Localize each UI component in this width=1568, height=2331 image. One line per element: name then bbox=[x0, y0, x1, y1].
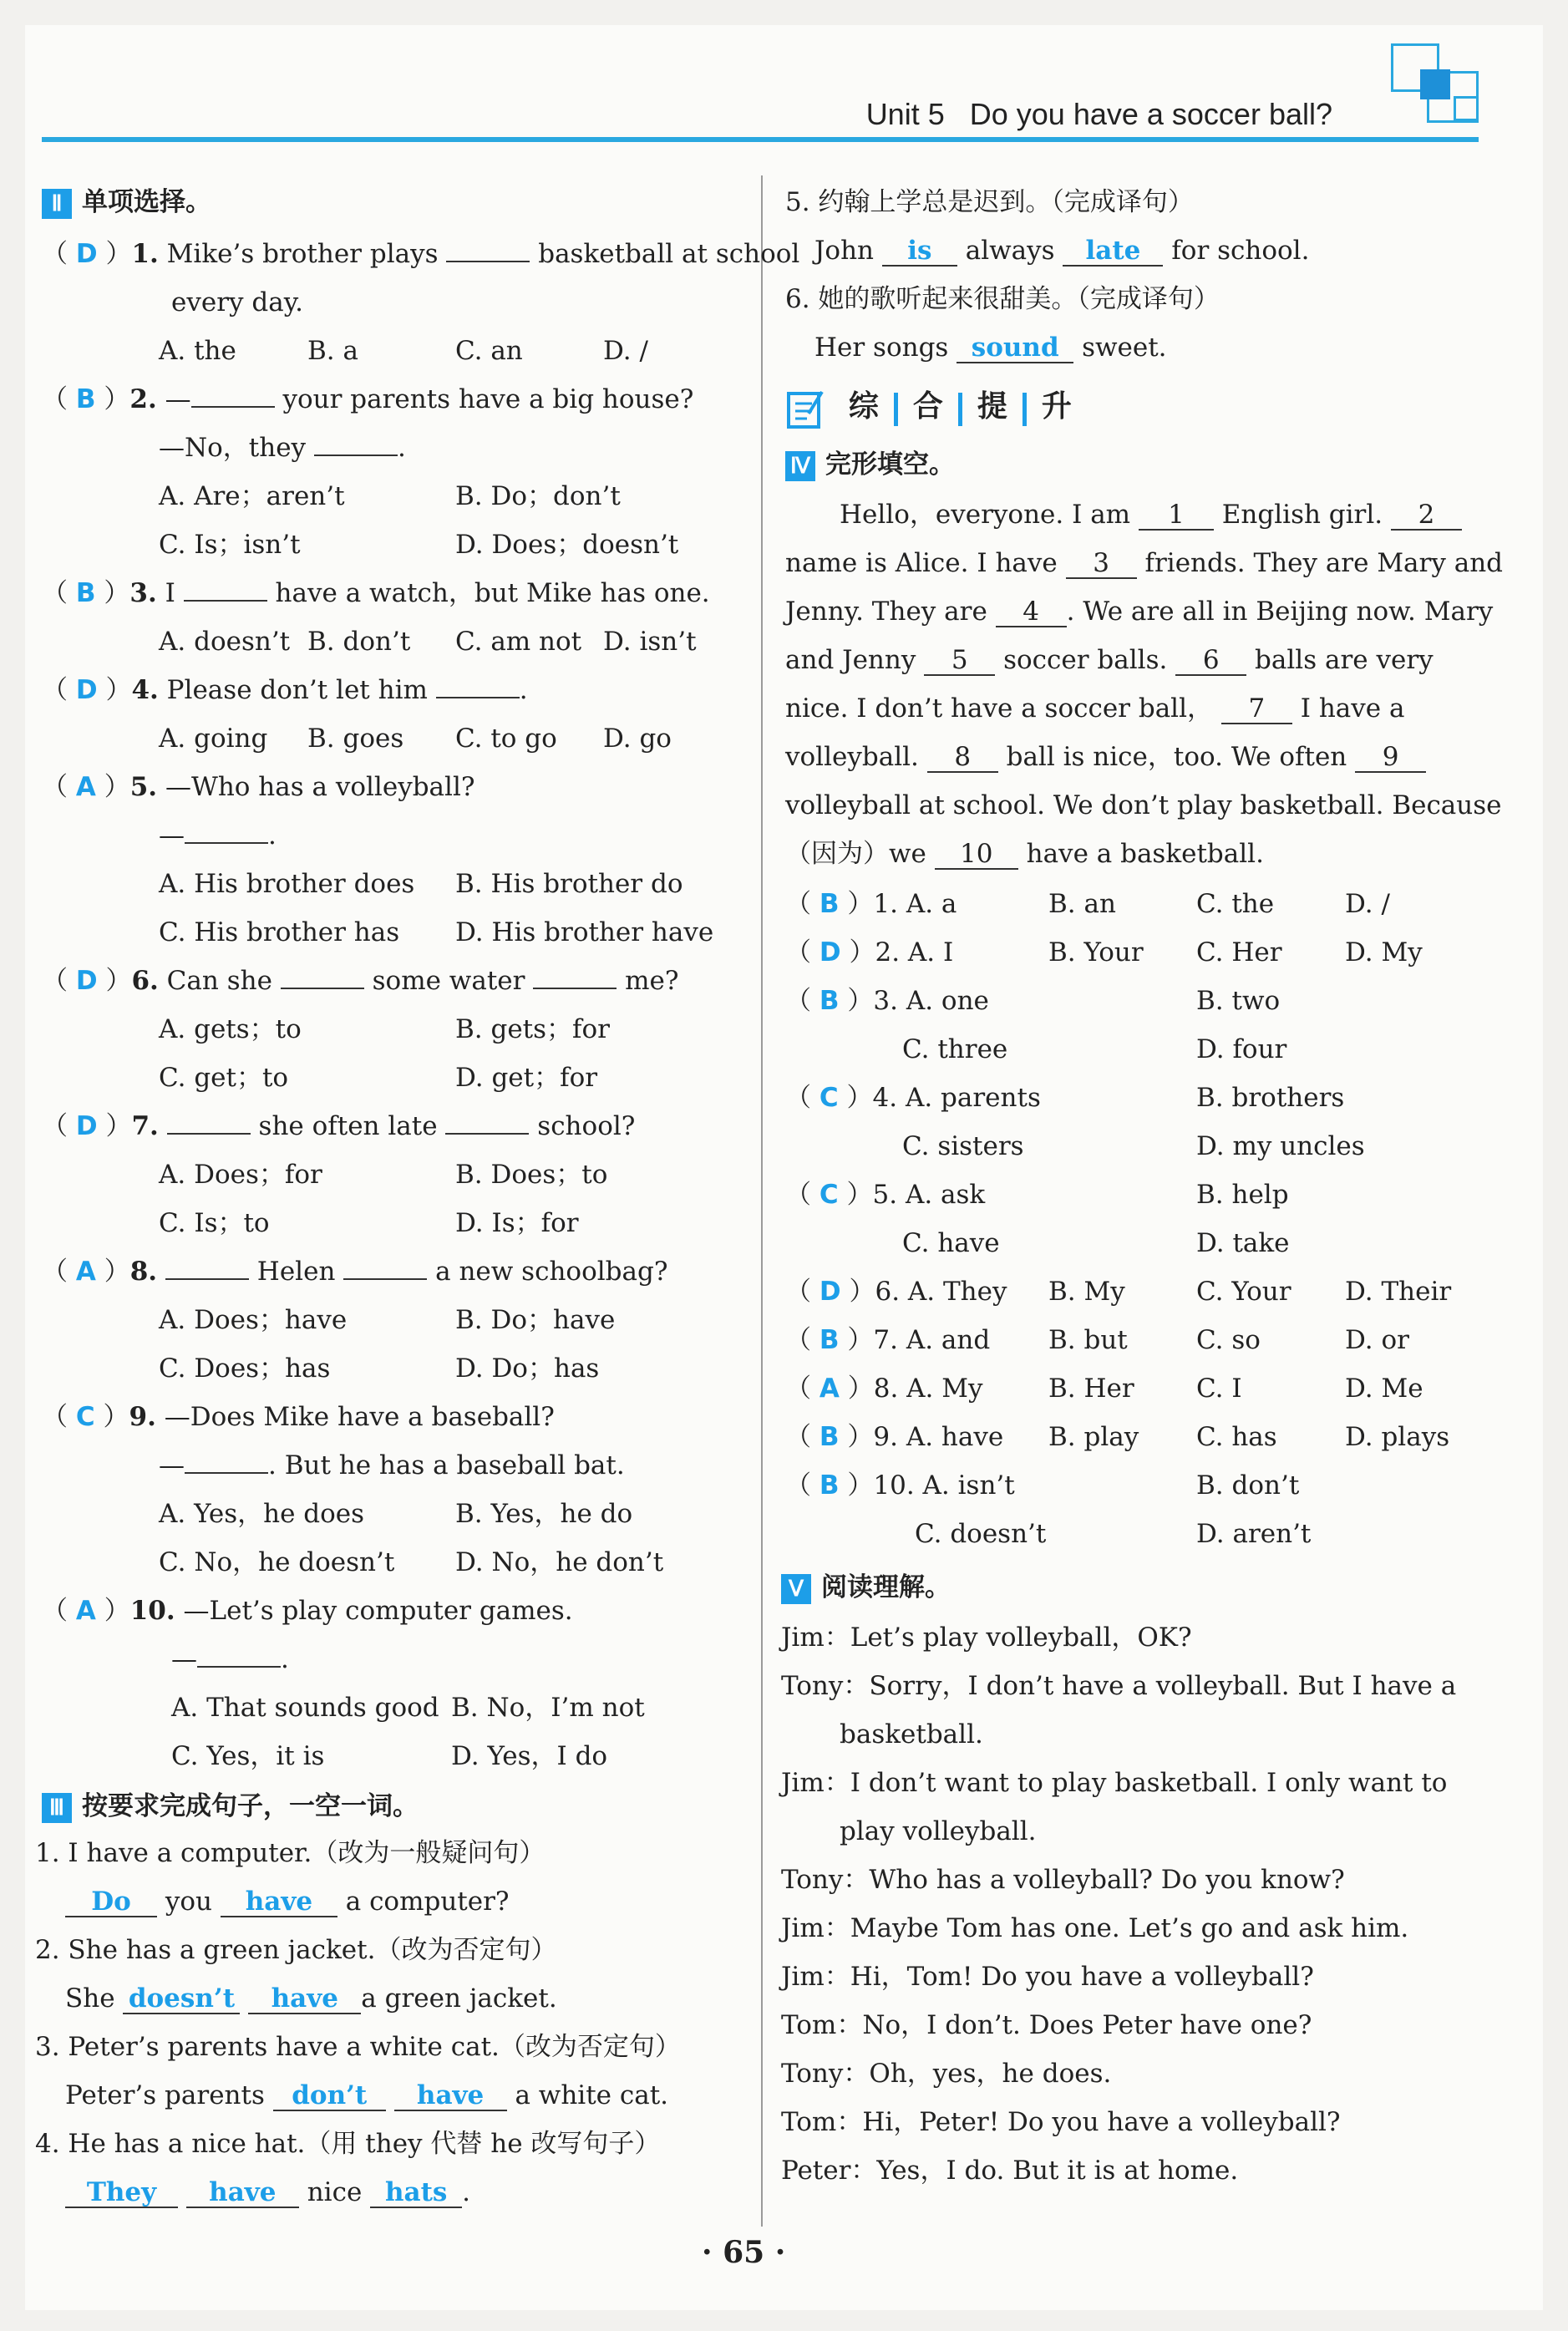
section-banner: 综 合 提 升 bbox=[785, 386, 1072, 430]
option: C. Is；isn’t bbox=[159, 530, 301, 560]
option: A. His brother does bbox=[159, 869, 415, 899]
dialogue-line: play volleyball. bbox=[840, 1816, 1037, 1846]
option: A. the bbox=[159, 336, 236, 366]
header-decoration bbox=[1420, 69, 1450, 99]
dialogue-line: Jim：Let’s play volleyball，OK? bbox=[781, 1623, 1192, 1653]
question-1: （ D ）1. Mike’s brother plays basketball at school bbox=[42, 239, 800, 269]
cloze-line-2: name is Alice. I have 3 friends. They are Mary and bbox=[785, 548, 1504, 578]
option: B. an bbox=[1048, 889, 1116, 919]
option: C. so bbox=[1196, 1325, 1261, 1355]
option: C. His brother has bbox=[159, 917, 400, 947]
dialogue-line: Tom：Hi，Peter! Do you have a volleyball? bbox=[781, 2107, 1341, 2137]
option: C. have bbox=[902, 1228, 1000, 1258]
cloze-line-4: and Jenny 5 soccer balls. 6 balls are very bbox=[785, 645, 1434, 675]
option: D. / bbox=[1345, 889, 1390, 919]
option: D. go bbox=[603, 724, 672, 754]
option: D. my uncles bbox=[1196, 1131, 1365, 1161]
option: A. Does；have bbox=[159, 1305, 348, 1335]
option: D. four bbox=[1196, 1034, 1287, 1064]
cloze-q6: （ D ）6. A. They bbox=[785, 1277, 1007, 1307]
rewrite-4-answer: They have nice hats . bbox=[65, 2176, 470, 2209]
question-6: （ D ）6. Can she some water me? bbox=[42, 966, 679, 996]
dialogue-line: Jim：Maybe Tom has one. Let’s go and ask him. bbox=[781, 1913, 1409, 1943]
rewrite-5-prompt: 5. 约翰上学总是迟到。（完成译句） bbox=[785, 187, 1194, 217]
option: D. Their bbox=[1345, 1277, 1452, 1307]
option: D. isn’t bbox=[603, 627, 697, 657]
option: D. plays bbox=[1345, 1422, 1450, 1452]
section-2-title: Ⅱ 单项选择。 bbox=[42, 185, 211, 219]
option: B. but bbox=[1048, 1325, 1128, 1355]
option: C. an bbox=[455, 336, 523, 366]
question-10-cont: — . bbox=[171, 1644, 289, 1674]
cloze-q3: （ B ）3. A. one bbox=[785, 986, 989, 1016]
option: C. the bbox=[1196, 889, 1275, 919]
option: C. Her bbox=[1196, 937, 1282, 967]
dialogue-line: basketball. bbox=[840, 1719, 983, 1750]
option: C. am not bbox=[455, 627, 582, 657]
cloze-line-5: nice. I don’t have a soccer ball， 7 I have a bbox=[785, 693, 1405, 724]
option: C. Is；to bbox=[159, 1208, 270, 1238]
cloze-q9: （ B ）9. A. have bbox=[785, 1422, 1004, 1452]
dialogue-line: Tom：No，I don’t. Does Peter have one? bbox=[781, 2010, 1312, 2040]
option: D. take bbox=[1196, 1228, 1290, 1258]
option: B. don’t bbox=[1196, 1470, 1300, 1501]
rewrite-4-prompt: 4. He has a nice hat.（用 they 代替 he 改写句子） bbox=[35, 2129, 661, 2159]
option: B. goes bbox=[307, 724, 404, 754]
cloze-q10: （ B ）10. A. isn’t bbox=[785, 1470, 1015, 1501]
rewrite-6-answer: Her songs sound sweet. bbox=[814, 333, 1167, 363]
column-divider bbox=[761, 175, 763, 2227]
option: A. going bbox=[159, 724, 268, 754]
option: D. No，he don’t bbox=[455, 1547, 664, 1577]
option: B. Yes，he do bbox=[455, 1499, 633, 1529]
header-title: Unit 5 Do you have a soccer ball? bbox=[865, 97, 1332, 131]
option: C. Your bbox=[1196, 1277, 1291, 1307]
question-8: （ A ）8. Helen a new schoolbag? bbox=[42, 1257, 668, 1287]
header-rule bbox=[42, 137, 1479, 142]
option: D. Me bbox=[1345, 1374, 1423, 1404]
option: D. or bbox=[1345, 1325, 1409, 1355]
option: B. My bbox=[1048, 1277, 1125, 1307]
question-5-cont: — . bbox=[159, 820, 277, 851]
option: C. sisters bbox=[902, 1131, 1024, 1161]
option: C. Yes，it is bbox=[171, 1741, 325, 1771]
option: B. Her bbox=[1048, 1374, 1134, 1404]
option: C. doesn’t bbox=[915, 1519, 1047, 1549]
option: A. Yes，he does bbox=[159, 1499, 365, 1529]
rewrite-3-answer: Peter’s parents don’t have a white cat. bbox=[65, 2080, 669, 2110]
question-2-cont: —No，they . bbox=[159, 433, 406, 463]
option: C. Does；has bbox=[159, 1353, 331, 1384]
option: B. No，I’m not bbox=[451, 1693, 645, 1723]
option: D. Yes，I do bbox=[451, 1741, 608, 1771]
option: B. His brother do bbox=[455, 869, 683, 899]
page-number: · 65 · bbox=[702, 2235, 786, 2270]
rewrite-3-prompt: 3. Peter’s parents have a white cat.（改为否定句） bbox=[35, 2032, 681, 2062]
cloze-line-7: volleyball at school. We don’t play basketball. Because bbox=[785, 790, 1502, 820]
cloze-q5: （ C ）5. A. ask bbox=[785, 1180, 986, 1210]
dialogue-line: Tony：Sorry，I don’t have a volleyball. But I have a bbox=[781, 1671, 1457, 1701]
section-4-title: Ⅳ 完形填空。 bbox=[785, 448, 955, 481]
dialogue-line: Jim：Hi，Tom! Do you have a volleyball? bbox=[781, 1962, 1314, 1992]
option: A. That sounds good bbox=[171, 1693, 439, 1723]
question-9: （ C ）9. —Does Mike have a baseball? bbox=[42, 1402, 555, 1432]
option: D. Do；has bbox=[455, 1353, 600, 1384]
option: B. gets；for bbox=[455, 1014, 611, 1044]
dialogue-line: Peter：Yes，I do. But it is at home. bbox=[781, 2156, 1239, 2186]
question-2: （ B ）2. — your parents have a big house? bbox=[42, 384, 694, 414]
option: C. I bbox=[1196, 1374, 1242, 1404]
section-3-title: Ⅲ 按要求完成句子，一空一词。 bbox=[42, 1790, 419, 1823]
dialogue-line: Jim：I don’t want to play basketball. I only want to bbox=[781, 1768, 1448, 1798]
header-decoration bbox=[1454, 96, 1479, 121]
option: B. don’t bbox=[307, 627, 411, 657]
page-header bbox=[42, 85, 1470, 140]
option: D. His brother have bbox=[455, 917, 714, 947]
question-9-cont: — . But he has a baseball bat. bbox=[159, 1450, 625, 1480]
option: C. three bbox=[902, 1034, 1008, 1064]
notebook-icon bbox=[785, 388, 829, 430]
rewrite-6-prompt: 6. 她的歌听起来很甜美。（完成译句） bbox=[785, 284, 1220, 314]
option: C. get；to bbox=[159, 1063, 289, 1093]
option: B. help bbox=[1196, 1180, 1289, 1210]
option: D. get；for bbox=[455, 1063, 598, 1093]
cloze-q4: （ C ）4. A. parents bbox=[785, 1083, 1041, 1113]
option: B. brothers bbox=[1196, 1083, 1345, 1113]
option: B. Do；have bbox=[455, 1305, 616, 1335]
rewrite-1-answer: Do you have a computer? bbox=[65, 1885, 510, 1918]
rewrite-1-prompt: 1. I have a computer.（改为一般疑问句） bbox=[35, 1838, 546, 1868]
option: A. doesn’t bbox=[159, 627, 291, 657]
option: C. to go bbox=[455, 724, 557, 754]
option: D. Does；doesn’t bbox=[455, 530, 679, 560]
question-3: （ B ）3. I have a watch，but Mike has one. bbox=[42, 578, 710, 608]
option: B. play bbox=[1048, 1422, 1139, 1452]
option: B. Do；don’t bbox=[455, 481, 621, 511]
option: D. My bbox=[1345, 937, 1423, 967]
rewrite-5-answer: John is always late for school. bbox=[814, 236, 1310, 266]
cloze-q2: （ D ）2. A. I bbox=[785, 937, 954, 967]
option: A. Are；aren’t bbox=[159, 481, 345, 511]
option: D. / bbox=[603, 336, 648, 366]
rewrite-2-prompt: 2. She has a green jacket.（改为否定句） bbox=[35, 1935, 557, 1965]
question-4: （ D ）4. Please don’t let him . bbox=[42, 675, 528, 705]
option: A. gets；to bbox=[159, 1014, 302, 1044]
question-1-cont: every day. bbox=[171, 287, 303, 317]
cloze-line-6: volleyball. 8 ball is nice，too. We often 9 bbox=[785, 740, 1426, 774]
option: D. Is；for bbox=[455, 1208, 579, 1238]
option: B. two bbox=[1196, 986, 1281, 1016]
section-5-title: Ⅴ 阅读理解。 bbox=[781, 1571, 951, 1604]
rewrite-2-answer: She doesn’t have a green jacket. bbox=[65, 1983, 557, 2014]
option: C. No，he doesn’t bbox=[159, 1547, 395, 1577]
question-10: （ A ）10. —Let’s play computer games. bbox=[42, 1596, 573, 1626]
option: B. Your bbox=[1048, 937, 1144, 967]
question-7: （ D ）7. she often late school? bbox=[42, 1111, 636, 1141]
cloze-q7: （ B ）7. A. and bbox=[785, 1325, 991, 1355]
option: B. a bbox=[307, 336, 358, 366]
option: C. has bbox=[1196, 1422, 1277, 1452]
option: B. Does；to bbox=[455, 1160, 608, 1190]
option: D. aren’t bbox=[1196, 1519, 1312, 1549]
cloze-q1: （ B ）1. A. a bbox=[785, 889, 957, 919]
option: A. Does；for bbox=[159, 1160, 322, 1190]
dialogue-line: Tony：Oh，yes，he does. bbox=[781, 2059, 1112, 2089]
dialogue-line: Tony：Who has a volleyball? Do you know? bbox=[781, 1865, 1345, 1895]
question-5: （ A ）5. —Who has a volleyball? bbox=[42, 772, 475, 802]
cloze-line-1: Hello，everyone. I am 1 English girl. 2 bbox=[840, 498, 1462, 531]
cloze-line-8: （因为）we 10 have a basketball. bbox=[785, 839, 1264, 869]
cloze-line-3: Jenny. They are 4 . We are all in Beijing now. Mary bbox=[785, 597, 1494, 627]
cloze-q8: （ A ）8. A. My bbox=[785, 1374, 983, 1404]
